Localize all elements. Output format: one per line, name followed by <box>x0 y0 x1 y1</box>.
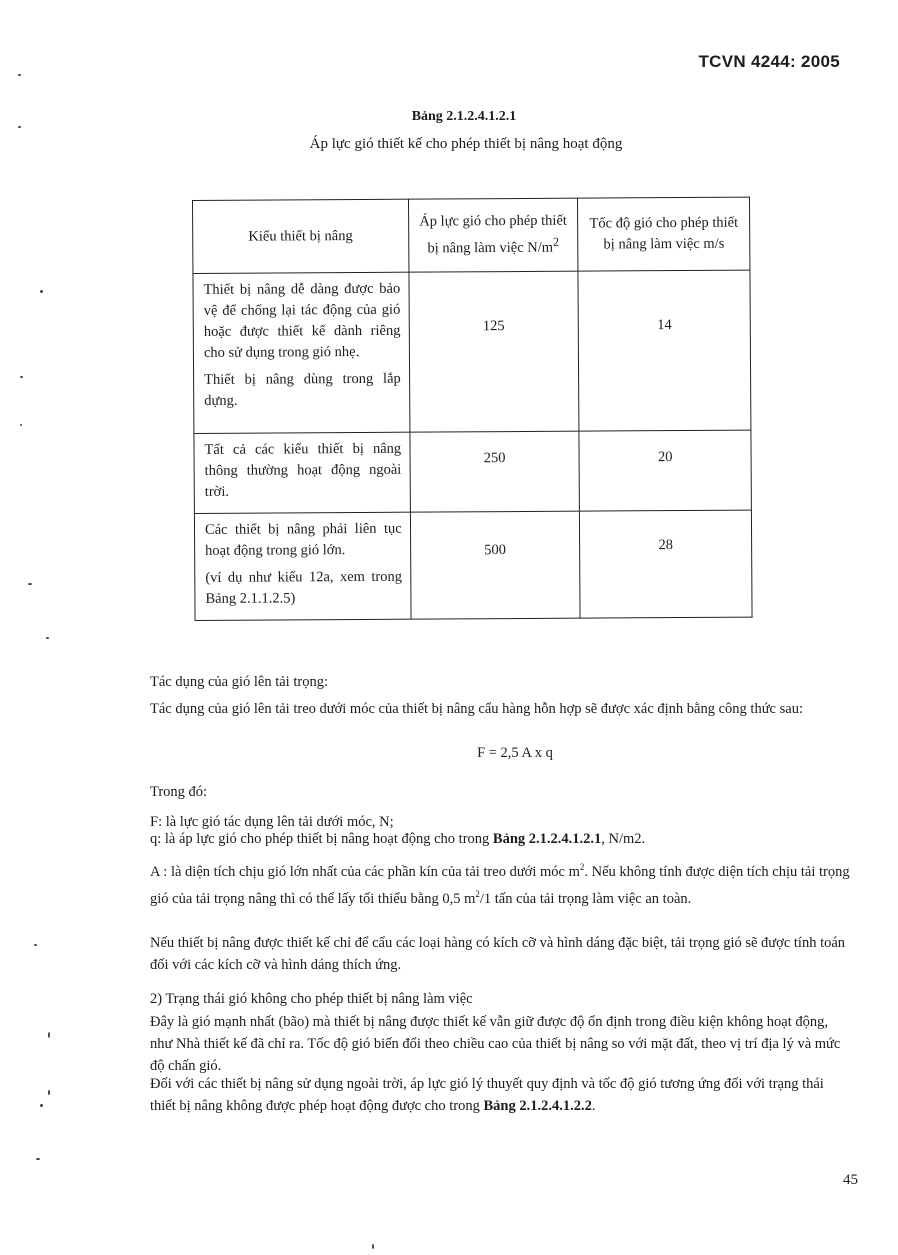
table-number: Bảng 2.1.2.4.1.2.1 <box>411 109 517 124</box>
speed-cell: 28 <box>580 510 752 618</box>
document-code: TCVN 4244: 2005 <box>698 52 840 71</box>
pressure-cell: 250 <box>410 431 580 512</box>
pressure-cell: 125 <box>409 271 580 432</box>
wind-load-intro: Tác dụng của gió lên tải treo dưới móc của thiết bị nâng cẩu hàng hỗn hợp sẽ được xác định bằng công thức sau: <box>150 701 803 717</box>
scan-speck <box>20 376 23 378</box>
scan-speck <box>18 126 21 128</box>
table-reference: Bảng 2.1.2.4.1.2.1 <box>492 831 602 847</box>
outdoor-paragraph: Đối với các thiết bị nâng sử dụng ngoài trời, áp lực gió lý thuyết quy định và tốc độ gió tương ứng đối với trạng thái thiết bị nâng không được phép hoạt động được cho trong Bảng 2.1.2.4.1.2.2. <box>150 1076 824 1114</box>
speed-cell: 14 <box>578 270 751 431</box>
scan-speck <box>372 1244 374 1249</box>
device-type-cell: Thiết bị nâng dễ dàng được bảo vệ để chống lại tác động của gió hoặc được thiết kế dành riêng cho sử dụng trong gió nhẹ. Thiết bị nâng dùng trong lắp dựng. <box>193 272 410 433</box>
scan-speck <box>28 583 32 585</box>
section-item-2: 2) Trạng thái gió không cho phép thiết bị nâng làm việc <box>150 991 473 1007</box>
device-type-cell: Các thiết bị nâng phải liên tục hoạt động trong gió lớn. (ví dụ như kiểu 12a, xem trong Bảng 2.1.1.2.5) <box>194 512 410 620</box>
definition-q: q: là áp lực gió cho phép thiết bị nâng hoạt động cho trong Bảng 2.1.2.4.1.2.1, N/m2. <box>150 831 646 847</box>
device-type-cell: Tất cả các kiểu thiết bị nâng thông thường hoạt động ngoài trời. <box>194 432 410 513</box>
table-row <box>194 430 751 513</box>
formula: F = 2,5 A x q <box>477 745 553 761</box>
scan-speck <box>46 637 49 639</box>
scan-speck <box>40 1104 43 1107</box>
definition-f: F: là lực gió tác dụng lên tải dưới móc, N; <box>150 814 394 830</box>
wind-load-heading: Tác dụng của gió lên tải trọng: <box>150 674 328 690</box>
speed-cell: 20 <box>579 430 751 511</box>
definition-a: A : là diện tích chịu gió lớn nhất của các phần kín của tải treo dưới móc $m^2$. Nếu không tính được diện tích chịu tải trọng gió của tải trọng nâng thì có thể lấy tối thiểu bằng 0,5 $m^2/1$ tấn của tải trọng làm việc an toàn. <box>150 862 850 907</box>
table-row <box>193 270 751 433</box>
wind-pressure-table <box>192 197 753 621</box>
scan-speck <box>48 1090 50 1095</box>
scan-speck <box>20 424 22 426</box>
storm-paragraph: Đây là gió mạnh nhất (bão) mà thiết bị nâng được thiết kế vẫn giữ được độ ổn định trong điều kiện không hoạt động, như Nhà thiết kế đã chỉ ra. Tốc độ gió biến đổi theo chiều cao của thiết bị nâng so với mặt đất, theo vị trí địa lý và mức độ chấn gió. <box>150 1014 841 1074</box>
table-title: Áp lực gió thiết kế cho phép thiết bị nâng hoạt động <box>309 136 623 152</box>
header-allowed-wind-speed: Tốc độ gió cho phép thiết bị nâng làm việc m/s <box>578 197 750 271</box>
table-reference: Bảng 2.1.2.4.1.2.2 <box>483 1098 592 1114</box>
special-cargo-paragraph: Nếu thiết bị nâng được thiết kế chỉ để cẩu các loại hàng có kích cỡ và hình dáng đặc biệt, tải trọng gió sẽ được tính toán đối với các kích cỡ và hình dáng thích ứng. <box>150 935 846 973</box>
page-number: 45 <box>843 1172 858 1188</box>
scan-speck <box>18 74 21 76</box>
pressure-cell: 500 <box>410 511 580 619</box>
table-header-row <box>193 197 750 273</box>
table-row <box>194 510 752 620</box>
scan-speck <box>48 1032 50 1038</box>
header-lifting-device-type: Kiểu thiết bị nâng <box>193 199 409 273</box>
scan-speck <box>40 290 43 293</box>
header-allowed-wind-pressure: Áp lực gió cho phép thiết bị nâng làm việc $N/m^2$ <box>408 198 578 272</box>
scan-speck <box>34 944 37 946</box>
where-label: Trong đó: <box>150 784 208 800</box>
scan-speck <box>36 1158 40 1160</box>
